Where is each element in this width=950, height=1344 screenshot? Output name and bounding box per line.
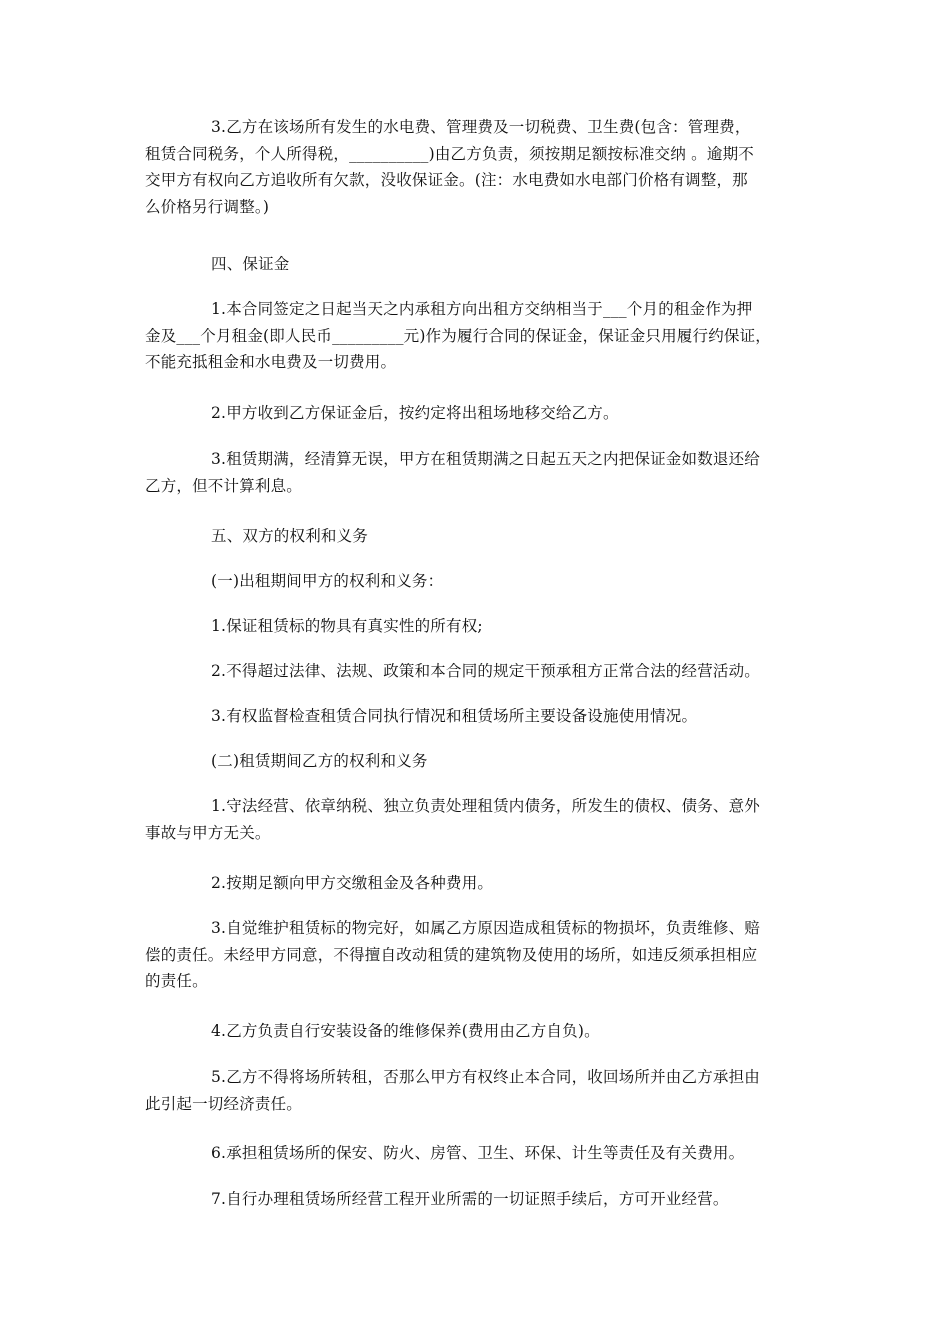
text-line: 金及___个月租金(即人民币_________元)作为履行合同的保证金，保证金只用履行约保证， <box>145 326 771 345</box>
deposit-clause-3 <box>145 446 810 499</box>
party-a-clause-2 <box>145 658 810 685</box>
text-line: 1.保证租赁标的物具有真实性的所有权; <box>211 617 483 635</box>
text-line: 6.承担租赁场所的保安、防火、房管、卫生、环保、计生等责任及有关费用。 <box>211 1144 745 1162</box>
party-b-clause-5 <box>145 1064 810 1117</box>
text-line: 偿的责任。未经甲方同意，不得擅自改动租赁的建筑物及使用的场所，如违反须承担相应 <box>145 945 758 964</box>
text-line: 5.乙方不得将场所转租，否那么甲方有权终止本合同，收回场所并由乙方承担由 <box>211 1068 760 1086</box>
party-a-clause-1 <box>145 613 810 640</box>
party-b-clause-1 <box>145 793 810 846</box>
text-line: 1.本合同签定之日起当天之内承租方向出租方交纳相当于___个月的租金作为押 <box>211 300 753 318</box>
section-heading-rights <box>145 523 810 550</box>
section-heading-deposit <box>145 251 810 278</box>
text-line: 交甲方有权向乙方追收所有欠款，没收保证金。(注：水电费如水电部门价格有调整，那 <box>145 171 748 189</box>
text-line: 2.按期足额向甲方交缴租金及各种费用。 <box>211 874 494 892</box>
text-line: 事故与甲方无关。 <box>145 823 271 842</box>
text-line: (一)出租期间甲方的权利和义务： <box>211 572 444 590</box>
deposit-clause-1 <box>145 296 810 376</box>
text-line: 此引起一切经济责任。 <box>145 1094 303 1113</box>
party-b-clause-2 <box>145 870 810 897</box>
party-b-clause-4 <box>145 1018 810 1045</box>
text-line: 1.守法经营、依章纳税、独立负责处理租赁内债务，所发生的债权、债务、意外 <box>211 797 760 815</box>
text-line: 五、双方的权利和义务 <box>211 527 369 545</box>
text-line: 不能充抵租金和水电费及一切费用。 <box>145 353 397 371</box>
text-line: 3.租赁期满，经清算无误，甲方在租赁期满之日起五天之内把保证金如数退还给 <box>211 450 760 468</box>
text-line: 3.乙方在该场所有发生的水电费、管理费及一切税费、卫生费(包含：管理费， <box>211 118 751 136</box>
text-line: 4.乙方负责自行安装设备的维修保养(费用由乙方自负)。 <box>211 1022 600 1040</box>
text-line: 四、保证金 <box>211 255 290 273</box>
text-line: 么价格另行调整。) <box>145 197 270 216</box>
text-line: 2.不得超过法律、法规、政策和本合同的规定干预承租方正常合法的经营活动。 <box>211 662 760 680</box>
text-line: (二)租赁期间乙方的权利和义务 <box>211 752 428 770</box>
party-b-clause-6 <box>145 1140 810 1167</box>
subsection-heading-party-a <box>145 568 810 595</box>
text-line: 7.自行办理租赁场所经营工程开业所需的一切证照手续后，方可开业经营。 <box>211 1190 729 1208</box>
text-line: 乙方，但不计算利息。 <box>145 476 303 495</box>
party-b-clause-7 <box>145 1186 810 1213</box>
party-a-clause-3 <box>145 703 810 730</box>
deposit-clause-2 <box>145 400 810 427</box>
subsection-heading-party-b <box>145 748 810 775</box>
party-b-clause-3 <box>145 915 810 995</box>
clause-3-fees <box>145 114 810 220</box>
text-line: 的责任。 <box>145 972 208 990</box>
text-line: 2.甲方收到乙方保证金后，按约定将出租场地移交给乙方。 <box>211 404 619 422</box>
text-line: 3.有权监督检查租赁合同执行情况和租赁场所主要设备设施使用情况。 <box>211 707 698 725</box>
text-line: 租赁合同税务，个人所得税，__________)由乙方负责，须按期足额按标准交纳 。逾期不 <box>145 144 754 163</box>
text-line: 3.自觉维护租赁标的物完好，如属乙方原因造成租赁标的物损坏，负责维修、赔 <box>211 919 760 937</box>
